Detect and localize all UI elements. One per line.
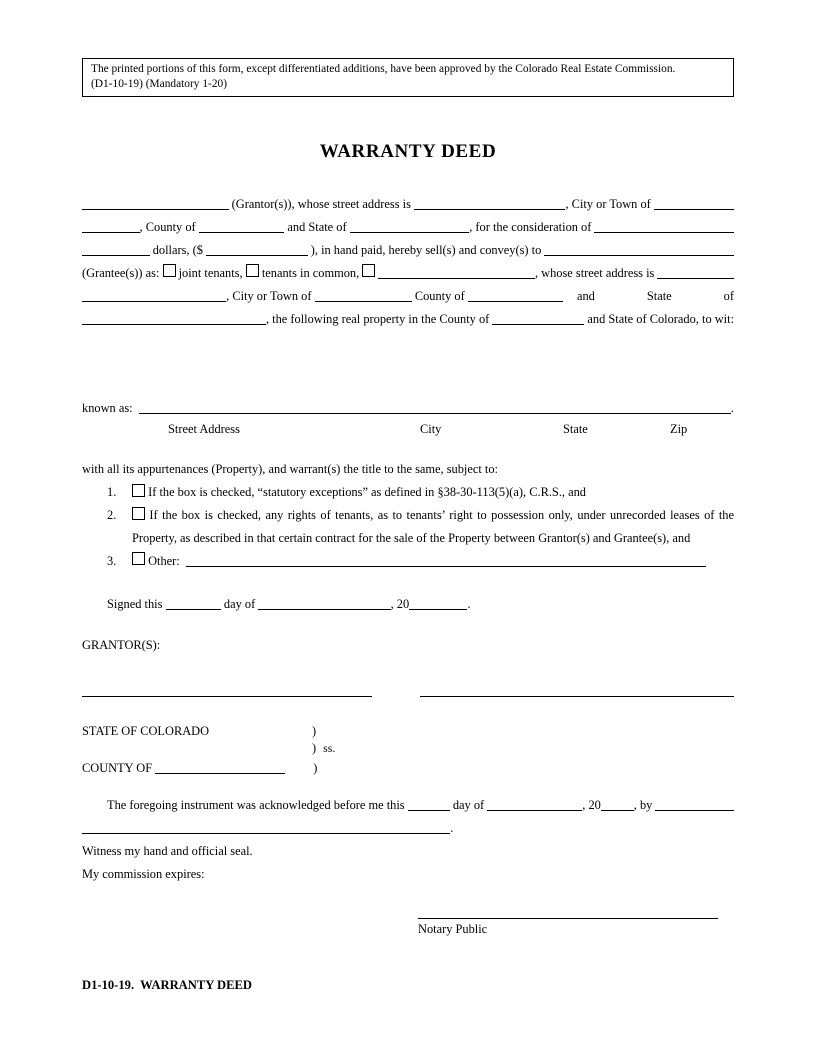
text-segment: .	[467, 597, 471, 611]
fill-in-blank[interactable]	[409, 595, 467, 610]
grantors-label: GRANTOR(S):	[82, 638, 161, 652]
fill-in-blank[interactable]	[139, 399, 731, 414]
notary-signature-section	[418, 886, 734, 939]
fill-in-blank[interactable]	[82, 310, 266, 325]
text-segment: of	[723, 289, 734, 303]
text-segment: , City or Town of	[226, 289, 315, 303]
fill-in-blank[interactable]	[468, 287, 563, 302]
approval-notice-line1: The printed portions of this form, except differentiated additions, have been approved by the Colorado Real Estate Commission.	[91, 63, 676, 75]
state-of-colorado-label: STATE OF COLORADO	[82, 724, 210, 738]
joint-tenants-checkbox[interactable]	[163, 264, 176, 277]
acknowledgment-line	[107, 794, 734, 817]
text-segment: , for the consideration of	[469, 220, 595, 234]
address-column-labels	[82, 420, 734, 438]
text-segment: and	[576, 289, 595, 303]
text-segment: County of	[411, 289, 468, 303]
deed-line-2	[82, 216, 734, 239]
grantor-signature-row	[82, 657, 734, 697]
fill-in-blank[interactable]	[378, 264, 535, 279]
text-segment: , whose street address is	[534, 266, 658, 280]
text-segment: , City or Town of	[565, 197, 654, 211]
fill-in-blank[interactable]	[199, 218, 285, 233]
item-number: 3.	[107, 554, 117, 568]
appurtenances-clause: with all its appurtenances (Property), and warrant(s) the title to the same, subject to:	[82, 462, 498, 476]
text-segment: , County of	[139, 220, 199, 234]
fill-in-blank[interactable]	[414, 195, 565, 210]
approval-notice-line2: (D1-10-19) (Mandatory 1-20)	[91, 77, 228, 90]
deed-body	[82, 193, 734, 331]
subject-to-list	[82, 481, 734, 573]
text-segment: , by	[633, 798, 656, 812]
known-as-section	[82, 397, 734, 438]
tenant-rights-checkbox[interactable]	[132, 507, 145, 520]
item-number: 1.	[107, 485, 117, 499]
fill-in-blank[interactable]	[186, 552, 706, 567]
deed-line-3	[82, 239, 734, 262]
text-segment: (Grantor(s)), whose street address is	[228, 197, 415, 211]
text-segment: day of	[220, 597, 259, 611]
text-segment: day of	[449, 798, 488, 812]
text-segment: tenants in common,	[258, 266, 363, 280]
venue-paren: )	[312, 741, 317, 755]
text-segment: COUNTY OF	[82, 761, 156, 775]
text-segment: .	[730, 401, 734, 415]
text-segment: The foregoing instrument was acknowledged before me this	[107, 798, 408, 812]
fill-in-blank[interactable]	[315, 287, 412, 302]
fill-in-blank[interactable]	[206, 241, 308, 256]
text-segment: and State of	[284, 220, 350, 234]
venue-block	[82, 723, 734, 774]
form-title: WARRANTY DEED	[319, 141, 497, 162]
text-segment: If the box is checked, any rights of tenants, as to tenants’ right to possession only, under unrecorded leases of the Property, as described in that certain contract for the sale of the Property between Grantor(s) and Grantee(s), and	[132, 508, 734, 545]
fill-in-blank[interactable]	[155, 759, 285, 774]
other-tenancy-checkbox[interactable]	[362, 264, 375, 277]
county-of-line	[82, 757, 313, 780]
tenant-rights-clause	[132, 504, 734, 550]
fill-in-blank[interactable]	[601, 796, 634, 811]
other-clause	[132, 550, 734, 573]
deed-line-4	[82, 262, 734, 285]
ss-row	[82, 740, 734, 757]
fill-in-blank[interactable]	[655, 796, 734, 811]
fill-in-blank[interactable]	[258, 595, 390, 610]
statutory-exceptions-checkbox[interactable]	[132, 484, 145, 497]
street-address-label: Street Address	[168, 422, 240, 436]
approval-notice-box	[82, 58, 734, 97]
fill-in-blank[interactable]	[487, 796, 582, 811]
ss-label: ss.	[323, 741, 336, 755]
fill-in-blank[interactable]	[654, 195, 734, 210]
other-checkbox[interactable]	[132, 552, 145, 565]
text-segment: Other:	[145, 554, 186, 568]
fill-in-blank[interactable]	[82, 241, 150, 256]
fill-in-blank[interactable]	[82, 218, 140, 233]
city-label: City	[420, 422, 442, 436]
text-segment: , 20	[390, 597, 410, 611]
item-number: 2.	[107, 508, 117, 522]
notary-signature-line[interactable]	[418, 886, 718, 919]
text-segment: Signed this	[107, 597, 166, 611]
subject-item-3	[107, 550, 734, 573]
text-segment: , the following real property in the County of	[265, 312, 493, 326]
page-content	[82, 58, 734, 939]
text-segment: and State of Colorado, to wit:	[584, 312, 735, 326]
zip-label: Zip	[670, 422, 688, 436]
text-segment: joint tenants,	[175, 266, 246, 280]
tenants-in-common-checkbox[interactable]	[246, 264, 259, 277]
state-label: State	[563, 422, 588, 436]
text-segment: dollars, ($	[149, 243, 207, 257]
subject-item-2	[107, 504, 734, 550]
fill-in-blank[interactable]	[544, 241, 734, 256]
subject-item-1	[107, 481, 734, 504]
fill-in-blank[interactable]	[82, 819, 450, 834]
county-row	[82, 757, 734, 774]
grantor-signature-line-2[interactable]	[420, 657, 734, 697]
venue-paren: )	[312, 724, 317, 738]
text-segment: If the box is checked, “statutory exceptions” as defined in §38-30-113(5)(a), C.R.S., and	[145, 485, 587, 499]
statutory-exceptions-clause	[132, 481, 734, 504]
text-segment: (Grantee(s)) as:	[82, 266, 163, 280]
grantor-signature-line-1[interactable]	[82, 657, 372, 697]
known-as-line	[82, 397, 734, 420]
witness-seal-line: Witness my hand and official seal.	[82, 844, 253, 858]
fill-in-blank[interactable]	[408, 796, 450, 811]
deed-line-5	[82, 285, 734, 308]
venue-paren: )	[313, 761, 318, 775]
text-segment: .	[450, 821, 454, 835]
text-segment: State	[646, 289, 672, 303]
acknowledgment-continuation-line	[82, 817, 734, 840]
fill-in-blank[interactable]	[594, 218, 734, 233]
text-segment: ), in hand paid, hereby sell(s) and convey(s) to	[307, 243, 545, 257]
fill-in-blank[interactable]	[350, 218, 470, 233]
fill-in-blank[interactable]	[82, 195, 229, 210]
deed-line-6	[82, 308, 734, 331]
text-segment: , 20	[582, 798, 601, 812]
notary-public-label: Notary Public	[418, 922, 488, 936]
fill-in-blank[interactable]	[82, 287, 226, 302]
state-row	[82, 723, 734, 740]
fill-in-blank[interactable]	[657, 264, 734, 279]
fill-in-blank[interactable]	[492, 310, 584, 325]
text-segment: known as:	[82, 401, 139, 415]
footer-form-id: D1-10-19. WARRANTY DEED	[82, 978, 253, 992]
commission-expires-line: My commission expires:	[82, 867, 205, 881]
deed-line-1	[82, 193, 734, 216]
signed-date-line	[107, 593, 734, 616]
fill-in-blank[interactable]	[166, 595, 221, 610]
